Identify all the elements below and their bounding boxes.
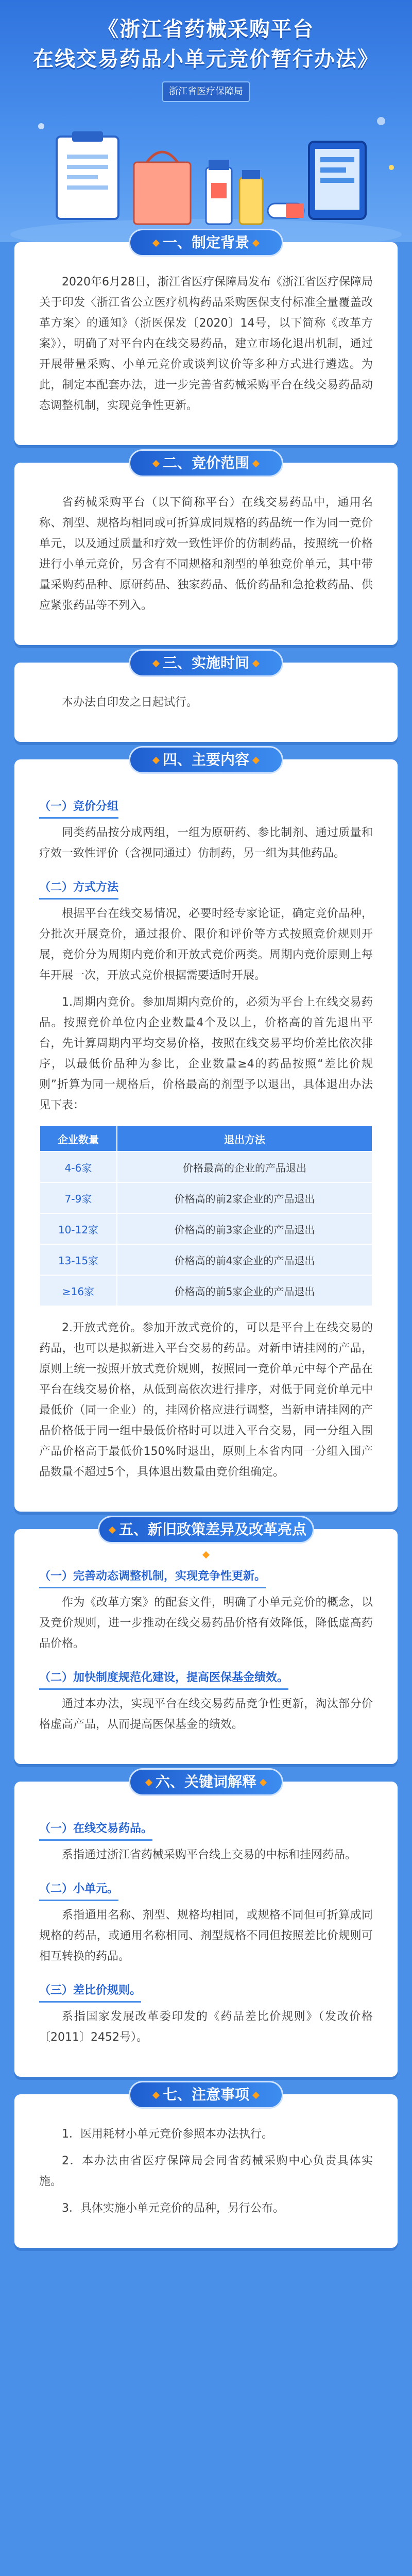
- table-header: 退出方法: [117, 1126, 372, 1151]
- paragraph: 通过本办法，实现平台在线交易药品竞争性更新，淘汰部分价格虚高产品，从而提高医保基金的绩效。: [39, 1698, 373, 1731]
- hero-title-line2: 在线交易药品小单元竞价暂行办法》: [33, 47, 379, 71]
- section-heading: 四、主要内容: [129, 746, 283, 774]
- section-heading: 五、新旧政策差异及改革亮点: [98, 1516, 314, 1544]
- paragraph: 根据平台在线交易情况，必要时经专家论证，确定竞价品种，分批次开展竞价，通过报价、限价和评价等方式按照竞价规则开展，竞价分为周期内竞价和开放式竞价两类。周期内竞价原则上每年开展一次，开放式竞价根据需要适时开展。: [39, 907, 373, 982]
- paragraph: 系指通过浙江省药械采购平台线上交易的中标和挂网药品。: [62, 1849, 357, 1861]
- medicine-bottle-icon: [206, 160, 263, 224]
- hero-banner: [0, 0, 412, 242]
- paragraph: 作为《改革方案》的配套文件，明确了小单元竞价的概念，以及竞价规则，进一步推动在线交易药品价格有效降低，降低虚高药品价格。: [39, 1596, 373, 1650]
- table-cell: 价格高的前2家企业的产品退出: [117, 1182, 372, 1213]
- table-cell: 7-9家: [40, 1182, 117, 1213]
- subheading: （三）差比价规则。: [39, 1980, 141, 2003]
- paragraph: 2020年6月28日，浙江省医疗保障局发布《浙江省医疗保障局关于印发〈浙江省公立医疗机构药品采购医保支付标准全量覆盖改革方案〉的通知》（浙医保发〔2020〕14号，以下简称《改革方案》），明确了对平台内在线交易药品，建立市场化退出机制，通过开展带量采购、小单元竞价或谈判议价等多种方式进行遴选。为此，制定本配套办法，进一步完善省药械采购平台在线交易药品动态调整机制，实现竞争性更新。: [39, 276, 373, 412]
- section-heading: 六、关键词解释: [129, 1768, 283, 1796]
- table-cell: 13-15家: [40, 1244, 117, 1275]
- section-keywords: [14, 1773, 398, 2077]
- paragraph: 系指通用名称、剂型、规格均相同，或规格不同但可折算成同规格的药品，或通用名称相同、剂型规格不同但按照差比价规则可相互转换的药品。: [39, 1909, 373, 1963]
- section-notes: [14, 2086, 398, 2248]
- exit-method-table: [39, 1125, 373, 1307]
- table-cell: 价格高的前4家企业的产品退出: [117, 1244, 372, 1275]
- tablet-device-icon: [309, 142, 366, 219]
- section-heading: 三、实施时间: [129, 649, 283, 677]
- paragraph: 本办法自印发之日起试行。: [62, 696, 198, 709]
- shopping-bag-icon: [134, 152, 191, 224]
- section-scope: [14, 454, 398, 645]
- paragraph: 2．本办法由省医疗保障局会同省药械采购中心负责具体实施。: [39, 2155, 373, 2188]
- section-policy-differences: [14, 1521, 398, 1764]
- paragraph: 省药械采购平台（以下简称平台）在线交易药品中，通用名称、剂型、规格均相同或可折算成同规格的药品统一作为同一竞价单元，以及通过质量和疗效一致性评价的仿制药品，按照统一价格进行小单元竞价，另含有不同规格和剂型的单独竞价单元，其中带量采购药品种、原研药品、独家药品、低价药品和急抢救药品、供应紧张药品等不列入。: [39, 496, 373, 612]
- section-background: [14, 234, 398, 445]
- paragraph: 3．具体实施小单元竞价的品种，另行公布。: [62, 2202, 284, 2215]
- paragraph: 2.开放式竞价。参加开放式竞价的，可以是平台上在线交易的药品，也可以是拟新进入平台交易的药品。对新申请挂网的产品，原则上统一按照开放式竞价规则，按照同一竞价单元中每个产品在平台在线交易价格，从低到高依次进行排序，对低于同竞价单元中最低价（同一企业）的，挂网价格应进行调整，当新申请挂网的产品价格低于同一组中最低价格时可以进入平台交易，同一分组入围产品价格高于最低价150%时退出，原则上本省内同一分组入围产品数量不超过5个，具体退出数量由竞价组确定。: [39, 1321, 373, 1479]
- paragraph: 1.周期内竞价。参加周期内竞价的，必须为平台上在线交易药品。按照竞价单位内企业数量4个及以上，价格高的首先退出平台，先计算周期内平均交易价格，按照在线交易平均价差比依次排序，以最低价品种为参比，企业数量≥4的药品按照“差比价规则”折算为同一规格后，价格最高的剂型予以退出，具体退出办法见下表：: [39, 996, 373, 1112]
- hero-title-line1: 《浙江省药械采购平台: [98, 18, 314, 41]
- table-cell: 价格最高的企业的产品退出: [117, 1151, 372, 1182]
- subheading: （二）加快制度规范化建设，提高医保基金绩效。: [39, 1668, 288, 1690]
- table-cell: ≥16家: [40, 1275, 117, 1306]
- paragraph: 系指国家发展改革委印发的《药品差比价规则》（发改价格〔2011〕2452号）。: [39, 2010, 373, 2044]
- table-cell: 价格高的前3家企业的产品退出: [117, 1213, 372, 1244]
- table-row: [40, 1244, 372, 1275]
- clipboard-icon: [57, 131, 118, 219]
- subheading: （一）在线交易药品。: [39, 1819, 152, 1841]
- table-row: [40, 1182, 372, 1213]
- hero-illustration: [0, 106, 412, 242]
- hero-title: [0, 14, 412, 74]
- table-cell: 10-12家: [40, 1213, 117, 1244]
- table-cell: 4-6家: [40, 1151, 117, 1182]
- hero-subtitle-badge: 浙江省医疗保障局: [162, 81, 250, 102]
- paragraph: 同类药品按分成两组，一组为原研药、参比制剂、通过质量和疗效一致性评价（含视同通过）仿制药，另一组为其他药品。: [39, 826, 373, 860]
- subheading: （一）完善动态调整机制，实现竞争性更新。: [39, 1566, 266, 1588]
- section-heading: 一、制定背景: [129, 229, 283, 257]
- section-heading: 二、竞价范围: [129, 449, 283, 477]
- table-row: [40, 1275, 372, 1306]
- capsule-icon: [268, 204, 304, 218]
- content-cards: [0, 234, 412, 2268]
- table-header: 企业数量: [40, 1126, 117, 1151]
- subheading: （二）方式方法: [39, 877, 118, 900]
- section-effective-date: [14, 654, 398, 742]
- table-row: [40, 1213, 372, 1244]
- paragraph: 1．医用耗材小单元竞价参照本办法执行。: [62, 2128, 273, 2141]
- table-row: [40, 1151, 372, 1182]
- subheading: （一）竞价分组: [39, 796, 118, 819]
- section-heading: 七、注意事项: [129, 2081, 283, 2109]
- subheading: （二）小单元。: [39, 1879, 118, 1901]
- table-cell: 价格高的前5家企业的产品退出: [117, 1275, 372, 1306]
- section-main-content: [14, 751, 398, 1512]
